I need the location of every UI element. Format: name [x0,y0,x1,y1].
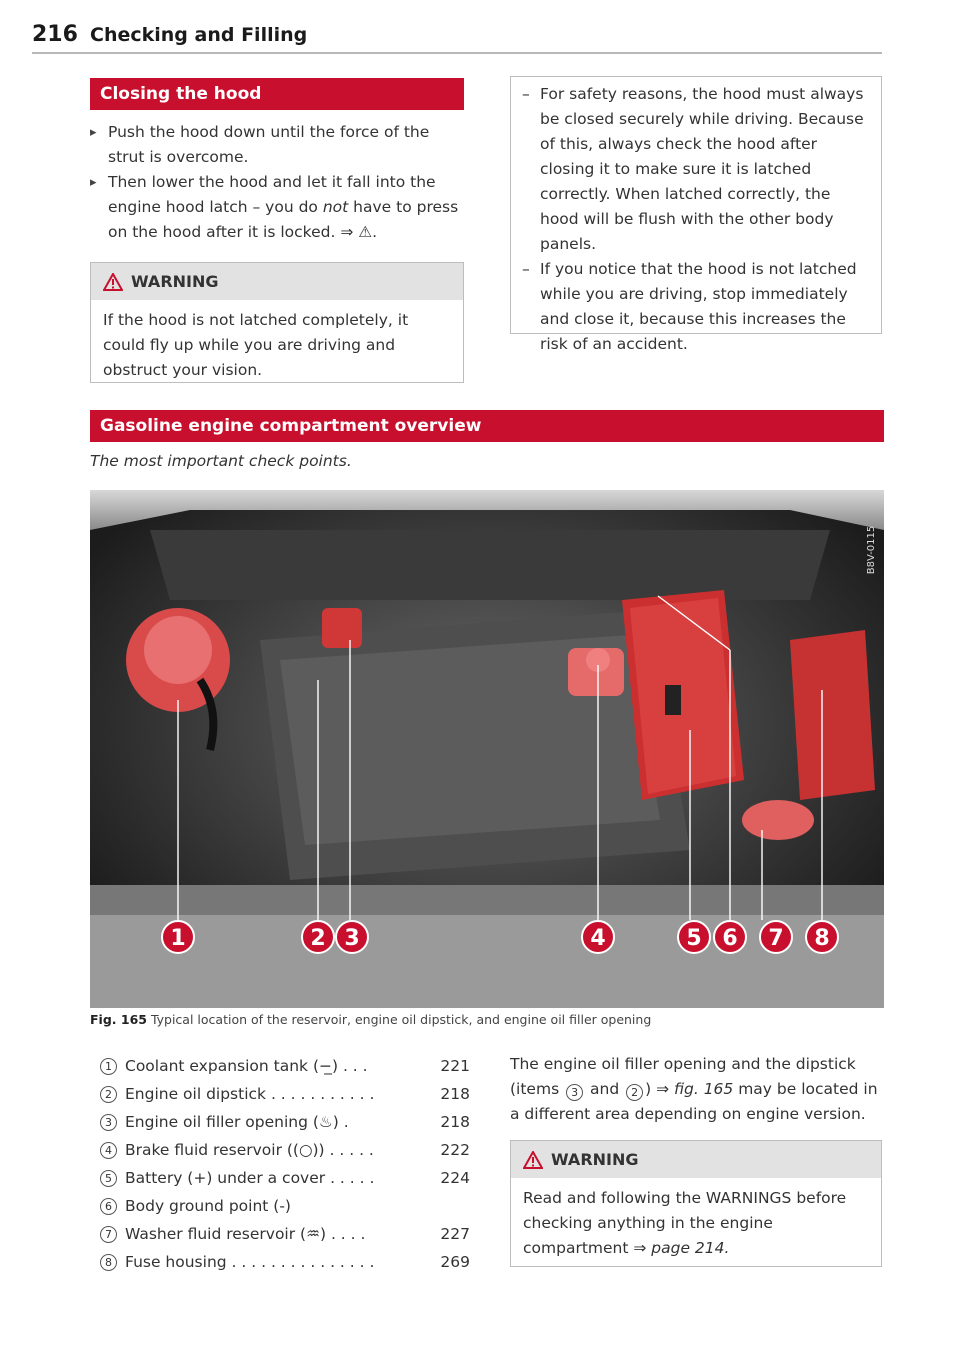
legend-item: 1 Coolant expansion tank (−̲) . . . 221 [100,1052,470,1080]
figure-reference-link[interactable]: fig. 165 [673,1080,734,1098]
callout-6 [714,921,746,953]
warning-triangle-icon [103,273,123,291]
warning-text: If the hood is not latched completely, it could fly up while you are driving and obstruct your vision. [103,311,409,379]
engine-compartment-illustration [90,490,884,1008]
chapter-title: Checking and Filling [90,24,308,46]
legend-item: 6 Body ground point (-) [100,1192,470,1220]
closing-steps [90,120,470,245]
callout-2 [302,921,334,953]
warning-text: Read and following the WARNINGS before checking anything in the engine compartment ⇒ page 214. [523,1189,847,1257]
closing-step-2: ▸ Then lower the hood and let it fall into the engine hood latch – you do not have to press on the hood after it is locked. ⇒ ⚠. [90,170,470,245]
warning-title: WARNING [551,1150,639,1169]
callout-4 [582,921,614,953]
header-rule [32,52,882,54]
legend-item: 3 Engine oil filler opening (♨) . 218 [100,1108,470,1136]
safety-note-1: – For safety reasons, the hood must always be closed securely while driving. Because of this, always check the hood after closing it to make sure it is latched correctly. When latched correctly, the hood will be flush with the other body panels. [522,82,872,257]
figure-code: B8V-0115 [866,525,877,575]
svg-text:6: 6 [722,926,738,951]
callout-8 [806,921,838,953]
warning-triangle-icon [523,1151,543,1169]
warning-header [511,1141,881,1178]
section-title-engine-overview: Gasoline engine compartment overview [90,410,884,442]
page-number: 216 [32,22,78,47]
warning-title: WARNING [131,272,219,291]
section-title-closing-hood: Closing the hood [90,78,464,110]
svg-text:8: 8 [814,926,830,951]
safety-note-2: – If you notice that the hood is not latched while you are driving, stop immediately and close it, because this increases the risk of an accident. [522,257,872,357]
svg-text:1: 1 [170,926,186,951]
engine-compartment-figure [90,490,884,1008]
safety-notes [522,82,872,357]
svg-text:3: 3 [344,926,360,951]
legend-item: 2 Engine oil dipstick . . . . . . . . . . . 218 [100,1080,470,1108]
legend-item: 8 Fuse housing . . . . . . . . . . . . . . . 269 [100,1248,470,1276]
engine-version-note: The engine oil filler opening and the dipstick (items 3 and 2 ) ⇒ fig. 165 may be located in a different area depending on engine version. [510,1055,878,1123]
legend-item: 4 Brake fluid reservoir ((○)) . . . . . 222 [100,1136,470,1164]
closing-step-1: ▸ Push the hood down until the force of the strut is overcome. [90,120,470,170]
svg-text:2: 2 [310,926,326,951]
figure-caption: Fig. 165 Typical location of the reservoir, engine oil dipstick, and engine oil filler opening [90,1012,652,1027]
svg-text:5: 5 [686,926,702,951]
callout-7 [760,921,792,953]
warning-box-engine-compartment [510,1140,882,1267]
svg-text:4: 4 [590,926,606,951]
page-reference-link[interactable]: page 214. [651,1239,730,1257]
warning-box-hood [90,262,464,383]
warning-header [91,263,463,300]
section-subtitle: The most important check points. [90,452,352,470]
legend-item: 5 Battery (+) under a cover . . . . . 224 [100,1164,470,1192]
legend-item: 7 Washer fluid reservoir (♒) . . . . 227 [100,1220,470,1248]
callout-5 [678,921,710,953]
callout-3 [336,921,368,953]
svg-text:7: 7 [768,926,784,951]
callout-1 [162,921,194,953]
